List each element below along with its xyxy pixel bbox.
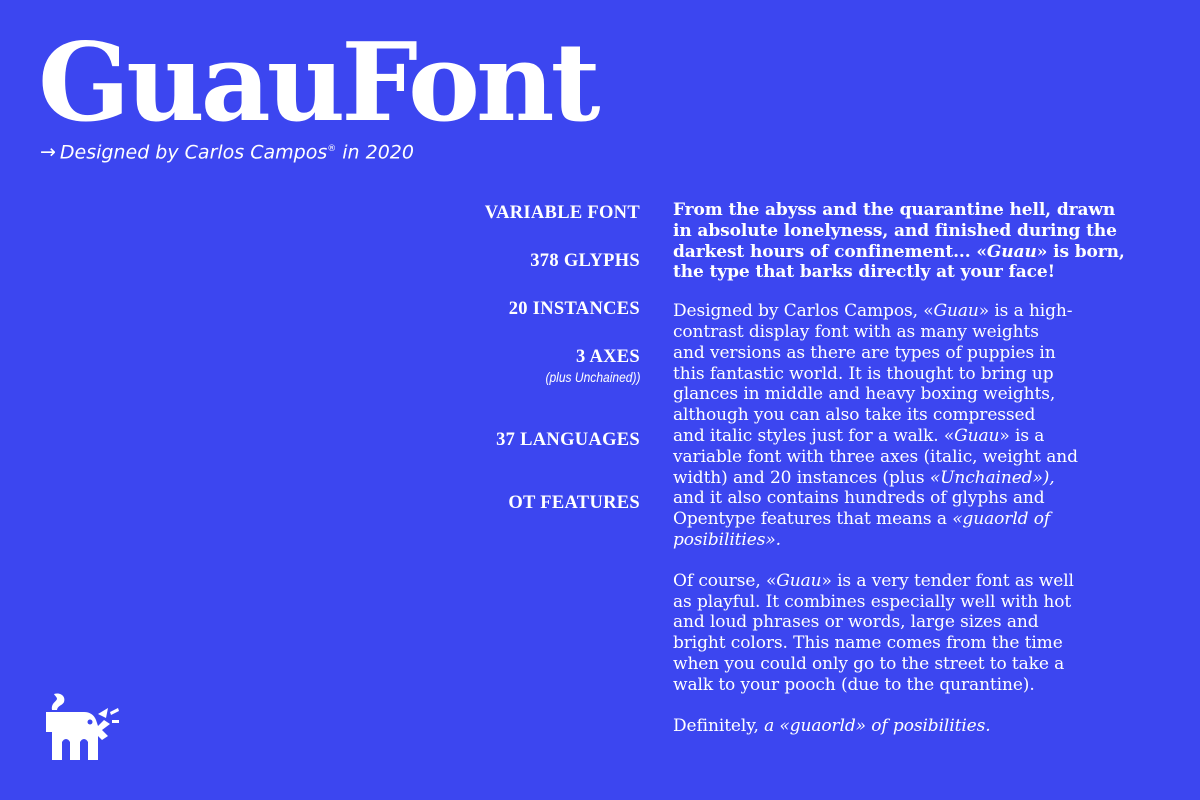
text-line: width) and 20 instances (plus «Unchained»), (673, 467, 1055, 488)
text-line: Opentype features that means a «guaorld of (673, 509, 1051, 530)
text-line: and loud phrases or words, large sizes and (673, 612, 1039, 633)
text-line: the type that barks directly at your face! (673, 262, 1055, 283)
feature-label: 378 GLYPHS (530, 251, 640, 271)
description (673, 200, 1173, 736)
text-line: glances in middle and heavy boxing weights, (673, 384, 1056, 405)
text-line: variable font with three axes (italic, weight and (673, 446, 1078, 467)
arrow-right-icon: → (40, 141, 56, 164)
dog-logo-icon (40, 690, 120, 762)
feature-languages (496, 429, 640, 451)
feature-variable-font (485, 202, 640, 224)
text-line: and versions as there are types of puppies in (673, 342, 1056, 363)
text-line: as playful. It combines especially well with hot (673, 591, 1072, 612)
page-title: GuauFont (38, 20, 597, 146)
feature-label: VARIABLE FONT (484, 203, 640, 223)
text-line: Designed by Carlos Campos, «Guau» is a high- (673, 301, 1073, 322)
text-line: contrast display font with as many weights (673, 321, 1039, 342)
intro-paragraph (673, 200, 1173, 283)
feature-label: OT FEATURES (508, 493, 640, 513)
text-line: Of course, «Guau» is a very tender font as well (673, 570, 1074, 591)
feature-axes (530, 346, 641, 386)
text-line: although you can also take its compressed (673, 405, 1036, 426)
text-line: when you could only go to the street to take a (673, 653, 1065, 674)
description-paragraph (673, 301, 1173, 551)
text-line: From the abyss and the quarantine hell, drawn (673, 200, 1116, 220)
feature-label: 20 INSTANCES (508, 299, 640, 319)
feature-label: 3 AXES (575, 347, 640, 367)
subtitle (40, 136, 414, 165)
text-line: bright colors. This name comes from the time (673, 633, 1063, 654)
tagline (673, 716, 1173, 737)
text-line: walk to your pooch (due to the qurantine). (673, 674, 1035, 695)
designer-credit: Designed by Carlos Campos (59, 141, 328, 164)
text-line: darkest hours of confinement... «Guau» is born, (673, 241, 1125, 262)
feature-glyphs (530, 250, 640, 272)
text-line: this fantastic world. It is thought to bring up (673, 363, 1054, 384)
feature-ot (508, 492, 640, 514)
feature-note: (plus Unchained)) (544, 369, 640, 385)
design-year: in 2020 (336, 141, 414, 164)
closing-paragraph (673, 571, 1173, 696)
registered-mark: ® (327, 144, 337, 154)
text-line: posibilities». (673, 529, 781, 550)
text-line: Definitely, a «guaorld» of posibilities. (673, 715, 991, 736)
text-line: and it also contains hundreds of glyphs and (673, 488, 1045, 509)
text-line: and italic styles just for a walk. «Guau» is a (673, 425, 1045, 446)
text-line: in absolute lonelyness, and finished during the (673, 220, 1117, 241)
feature-label: 37 LANGUAGES (496, 430, 640, 450)
feature-instances (509, 298, 640, 320)
